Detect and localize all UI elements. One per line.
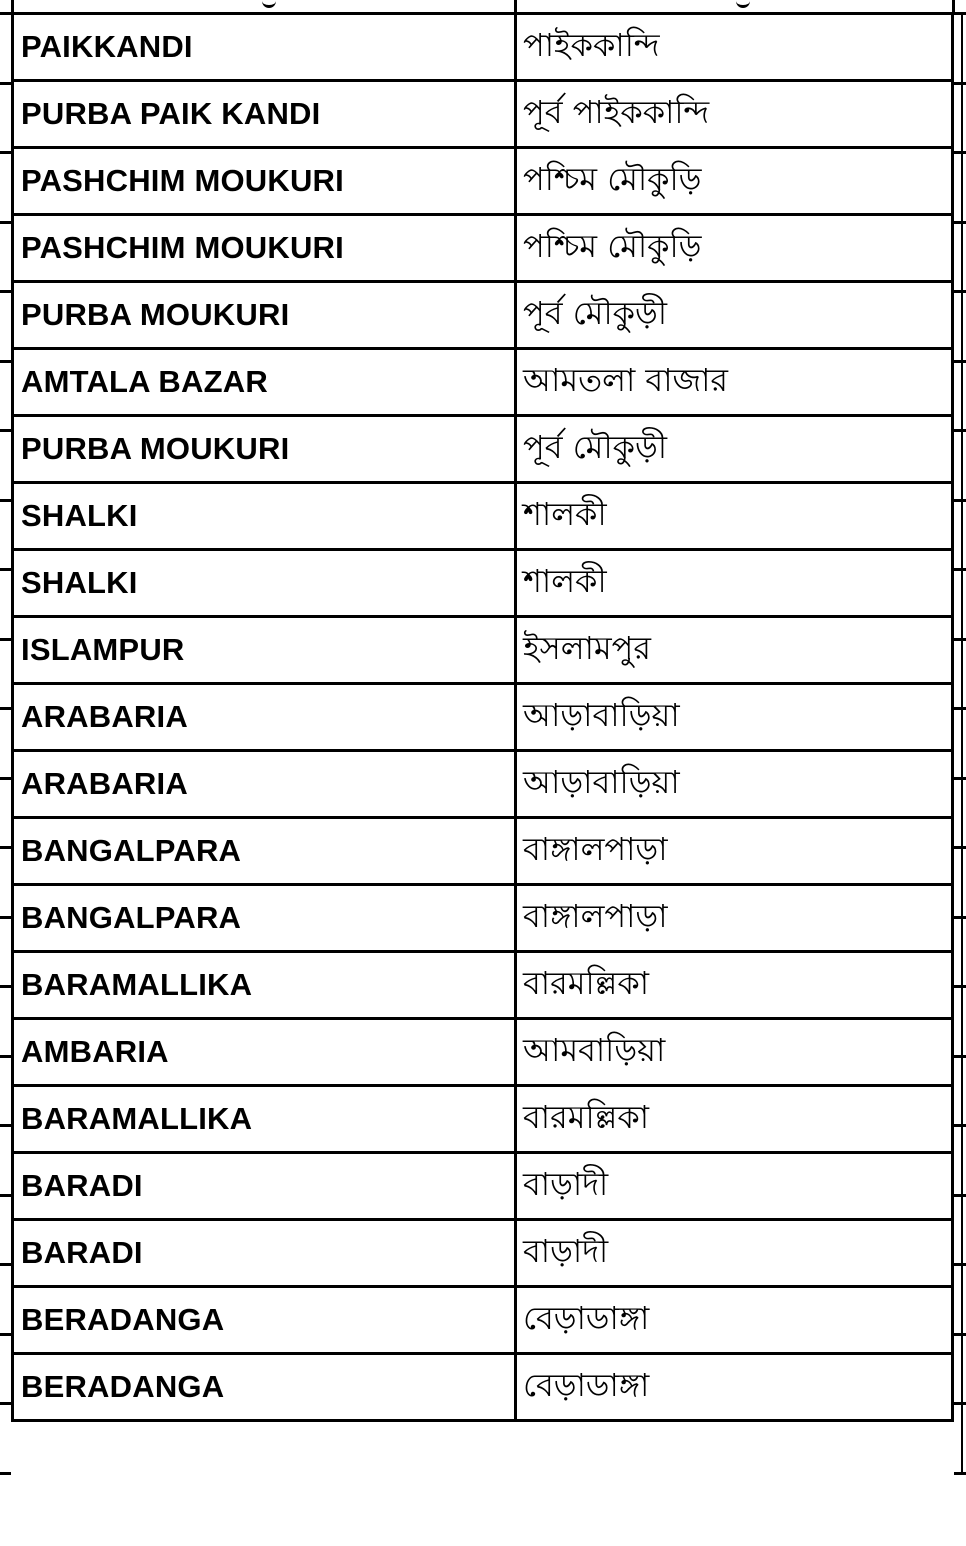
table-row xyxy=(13,550,953,617)
bengali-name-cell: বাড়াদী xyxy=(516,1220,953,1287)
row-separator xyxy=(954,1333,966,1336)
english-name-cell: ISLAMPUR xyxy=(13,617,516,684)
english-name-cell: PURBA MOUKURI xyxy=(13,282,516,349)
row-separator xyxy=(0,290,11,293)
table-row xyxy=(13,148,953,215)
bengali-name-cell: বাঙ্গালপাড়া xyxy=(516,818,953,885)
bengali-name-cell: আড়াবাড়িয়া xyxy=(516,751,953,818)
row-separator xyxy=(0,1263,11,1266)
row-separator xyxy=(0,1333,11,1336)
grid-line xyxy=(514,0,517,12)
table-row xyxy=(13,1153,953,1220)
row-separator xyxy=(0,221,11,224)
row-separator xyxy=(954,1472,966,1475)
table-row xyxy=(13,751,953,818)
table-row xyxy=(13,282,953,349)
table-row xyxy=(13,215,953,282)
bengali-name-cell: আমতলা বাজার xyxy=(516,349,953,416)
row-separator xyxy=(954,499,966,502)
row-separator xyxy=(0,916,11,919)
table-row xyxy=(13,349,953,416)
row-separator xyxy=(954,290,966,293)
row-separator xyxy=(0,499,11,502)
row-separator xyxy=(954,777,966,780)
row-separator xyxy=(954,1402,966,1405)
table-row xyxy=(13,14,953,81)
bengali-name-cell: বারমল্লিকা xyxy=(516,1086,953,1153)
row-separator xyxy=(0,1472,11,1475)
row-separator xyxy=(954,707,966,710)
row-separator xyxy=(0,151,11,154)
cropped-right-column xyxy=(954,12,966,1473)
cropped-glyph-fragment xyxy=(262,0,276,8)
row-separator xyxy=(0,12,11,15)
grid-line xyxy=(961,12,963,1473)
row-separator xyxy=(0,1124,11,1127)
row-separator xyxy=(0,638,11,641)
row-separator xyxy=(954,12,966,15)
english-name-cell: BARADI xyxy=(13,1220,516,1287)
bengali-name-cell: আড়াবাড়িয়া xyxy=(516,684,953,751)
english-name-cell: BERADANGA xyxy=(13,1287,516,1354)
row-separator xyxy=(954,638,966,641)
row-separator xyxy=(0,707,11,710)
bengali-name-cell: শালকী xyxy=(516,483,953,550)
row-separator xyxy=(0,1402,11,1405)
row-separator xyxy=(954,221,966,224)
bengali-name-cell: বেড়াডাঙ্গা xyxy=(516,1354,953,1421)
row-separator xyxy=(954,846,966,849)
row-separator xyxy=(954,1055,966,1058)
row-separator xyxy=(954,985,966,988)
table-row xyxy=(13,416,953,483)
table-row xyxy=(13,1220,953,1287)
english-name-cell: AMTALA BAZAR xyxy=(13,349,516,416)
row-separator xyxy=(0,1055,11,1058)
grid-line xyxy=(11,0,14,12)
row-separator xyxy=(954,82,966,85)
bengali-name-cell: পূর্ব মৌকুড়ী xyxy=(516,282,953,349)
place-names-table xyxy=(11,12,954,1422)
bengali-name-cell: পশ্চিম মৌকুড়ি xyxy=(516,148,953,215)
english-name-cell: PAIKKANDI xyxy=(13,14,516,81)
bengali-name-cell: পূর্ব মৌকুড়ী xyxy=(516,416,953,483)
table-row xyxy=(13,617,953,684)
bengali-name-cell: পশ্চিম মৌকুড়ি xyxy=(516,215,953,282)
row-separator xyxy=(954,151,966,154)
row-separator xyxy=(0,568,11,571)
bengali-name-cell: পূর্ব পাইককান্দি xyxy=(516,81,953,148)
english-name-cell: PASHCHIM MOUKURI xyxy=(13,148,516,215)
bengali-name-cell: ইসলামপুর xyxy=(516,617,953,684)
row-separator xyxy=(954,1194,966,1197)
bengali-name-cell: পাইককান্দি xyxy=(516,14,953,81)
table-body xyxy=(13,14,953,1421)
english-name-cell: BANGALPARA xyxy=(13,885,516,952)
table-row xyxy=(13,81,953,148)
row-separator xyxy=(0,846,11,849)
row-separator xyxy=(954,1263,966,1266)
row-separator xyxy=(954,568,966,571)
bengali-name-cell: বেড়াডাঙ্গা xyxy=(516,1287,953,1354)
row-separator xyxy=(954,1124,966,1127)
row-separator xyxy=(954,429,966,432)
table-row xyxy=(13,1086,953,1153)
english-name-cell: PASHCHIM MOUKURI xyxy=(13,215,516,282)
bengali-name-cell: বারমল্লিকা xyxy=(516,952,953,1019)
table-row xyxy=(13,1019,953,1086)
table-row xyxy=(13,1287,953,1354)
row-separator xyxy=(954,916,966,919)
table-row xyxy=(13,1354,953,1421)
english-name-cell: BARAMALLIKA xyxy=(13,952,516,1019)
english-name-cell: PURBA PAIK KANDI xyxy=(13,81,516,148)
cropped-left-column xyxy=(0,12,11,1473)
table-row xyxy=(13,483,953,550)
english-name-cell: SHALKI xyxy=(13,483,516,550)
english-name-cell: AMBARIA xyxy=(13,1019,516,1086)
bengali-name-cell: বাঙ্গালপাড়া xyxy=(516,885,953,952)
grid-line xyxy=(952,0,955,12)
row-separator xyxy=(0,429,11,432)
table-row xyxy=(13,952,953,1019)
row-separator xyxy=(0,82,11,85)
bengali-name-cell: বাড়াদী xyxy=(516,1153,953,1220)
row-separator xyxy=(954,360,966,363)
cropped-glyph-fragment xyxy=(736,0,750,8)
row-separator xyxy=(0,985,11,988)
english-name-cell: SHALKI xyxy=(13,550,516,617)
english-name-cell: ARABARIA xyxy=(13,751,516,818)
english-name-cell: ARABARIA xyxy=(13,684,516,751)
cropped-header-fragment xyxy=(0,0,966,12)
english-name-cell: BANGALPARA xyxy=(13,818,516,885)
row-separator xyxy=(0,1194,11,1197)
table-row xyxy=(13,885,953,952)
table-row xyxy=(13,818,953,885)
english-name-cell: PURBA MOUKURI xyxy=(13,416,516,483)
row-separator xyxy=(0,360,11,363)
english-name-cell: BARADI xyxy=(13,1153,516,1220)
bengali-name-cell: আমবাড়িয়া xyxy=(516,1019,953,1086)
bengali-name-cell: শালকী xyxy=(516,550,953,617)
row-separator xyxy=(0,777,11,780)
table-row xyxy=(13,684,953,751)
english-name-cell: BARAMALLIKA xyxy=(13,1086,516,1153)
english-name-cell: BERADANGA xyxy=(13,1354,516,1421)
